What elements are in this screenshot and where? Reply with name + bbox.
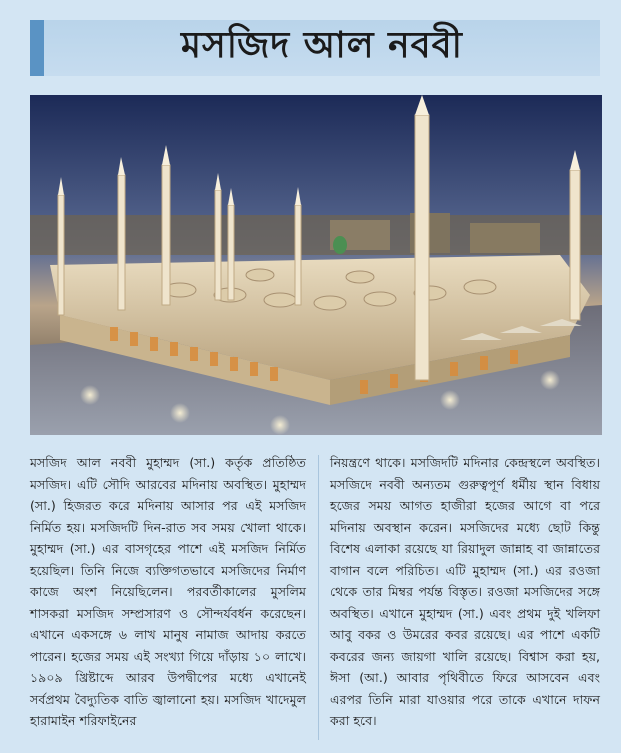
mosque-illustration bbox=[30, 95, 602, 435]
article-body-left: মসজিদ আল নববী মুহাম্মদ (সা.) কর্তৃক প্রতিষ্ঠিত মসজিদ। এটি সৌদি আরবের মদিনায় অবস্থিত। মুহাম্মদ (সা.) হিজরত করে মদিনায় আসার পর এই মসজিদ নির্মিত হয়। মসজিদটি দিন-রাত সব সময় খোলা থাকে। মুহাম্মদ (সা.) এর বাসগৃহের পাশে এই মসজিদ নির্মিত হয়েছিল। তিনি নিজে ব্যক্তিগতভাবে মসজিদের নির্মাণ কাজে অংশ নিয়েছিলেন। পরবর্তীকালের মুসলিম শাসকরা মসজিদ সম্প্রসারণ ও সৌন্দর্যবর্ধন করেছেন। এখানে একসঙ্গে ৬ লাখ মানুষ নামাজ আদায় করতে পারেন। হজের সময় এই সংখ্যা গিয়ে দাঁড়ায় ১০ লাখে। ১৯০৯ খ্রিষ্টাব্দে আরব উপদ্বীপের মধ্যে এখানেই সর্বপ্রথম বৈদ্যুতিক বাতি জ্বালানো হয়। মসজিদ খাদেমুল হারামাইন শরিফাইনের bbox=[30, 455, 306, 728]
article-title: মসজিদ আল নববী bbox=[181, 25, 463, 66]
title-banner bbox=[30, 20, 600, 76]
mosque-photo bbox=[30, 95, 602, 435]
article-body-right: নিয়ন্ত্রণে থাকে। মসজিদটি মদিনার কেন্দ্রস্থলে অবস্থিত। মসজিদে নববী অন্যতম গুরুত্বপূর্ণ ধর্মীয় স্থান বিধায় হজের সময় আগত হাজীরা হজের আগে বা পরে মদিনায় অবস্থান করেন। মসজিদের মধ্যে ছোট কিন্তু বিশেষ এলাকা রয়েছে যা রিয়াদুল জান্নাহ বা জান্নাতের বাগান বলে পরিচিত। এটি মুহাম্মদ (সা.) এর রওজা থেকে তার মিম্বর পর্যন্ত বিস্তৃত। রওজা মসজিদের সঙ্গে অবস্থিত। এখানে মুহাম্মদ (সা.) এবং প্রথম দুই খলিফা আবু বকর ও উমরের কবর রয়েছে। এর পাশে একটি কবরের জন্য জায়গা খালি রয়েছে। বিশ্বাস করা হয়, ঈসা (আ.) আবার পৃথিবীতে ফিরে আসবেন এবং এরপর তিনি মারা যাওয়ার পরে তাকে এখানে দাফন করা হবে। bbox=[330, 455, 600, 728]
column-divider bbox=[318, 455, 319, 740]
